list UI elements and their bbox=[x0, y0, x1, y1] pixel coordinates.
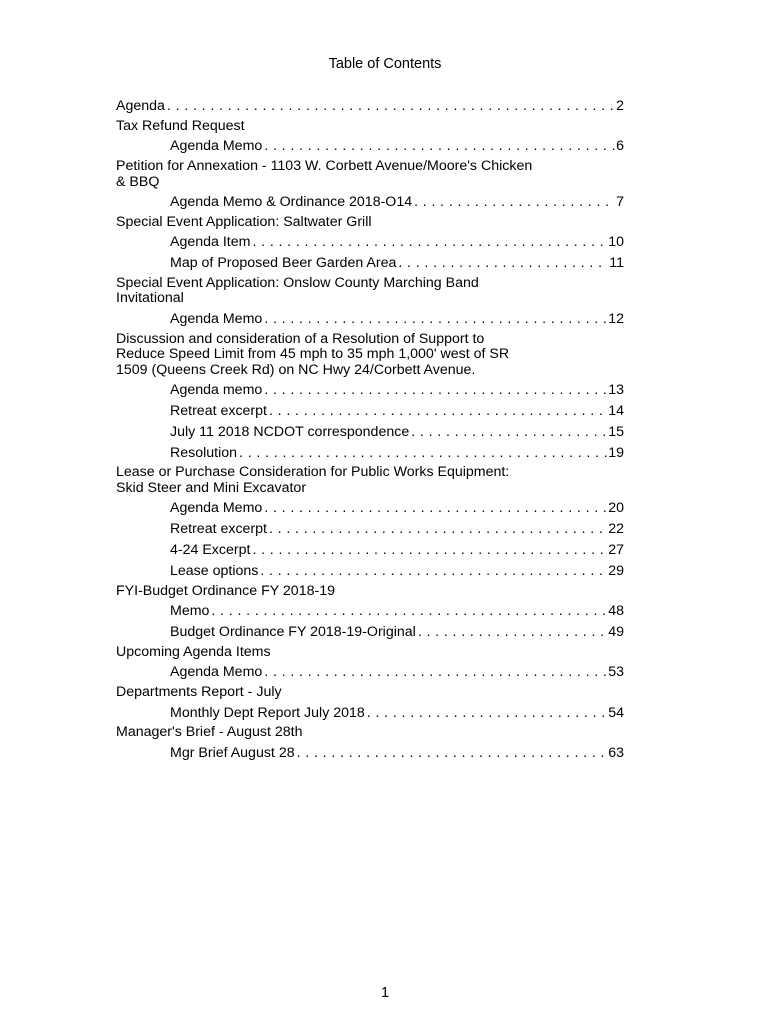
toc-section-heading[interactable]: Tax Refund Request bbox=[116, 117, 245, 134]
dot-leader bbox=[264, 309, 607, 330]
toc-entry-page-number: 6 bbox=[616, 138, 624, 155]
toc-entry-page-number: 29 bbox=[608, 562, 624, 579]
toc-entry-label: Agenda bbox=[116, 98, 165, 114]
toc-entry-label: 4-24 Excerpt bbox=[170, 542, 251, 559]
toc-entry[interactable] bbox=[116, 232, 624, 253]
toc-entry-page-number: 11 bbox=[609, 255, 624, 272]
toc-entry-label: Retreat excerpt bbox=[170, 403, 267, 420]
dot-leader bbox=[264, 136, 615, 157]
toc-entry-label: Retreat excerpt bbox=[170, 521, 267, 538]
dot-leader bbox=[264, 498, 607, 519]
page-number: 1 bbox=[380, 985, 390, 1001]
toc-entry-page-number: 54 bbox=[608, 704, 624, 721]
toc-entry[interactable] bbox=[116, 703, 624, 724]
toc-entry-label: Agenda Memo & Ordinance 2018-O14 bbox=[170, 194, 413, 211]
dot-leader bbox=[418, 622, 607, 643]
dot-leader bbox=[252, 232, 607, 253]
toc-entry[interactable] bbox=[116, 622, 624, 643]
dot-leader bbox=[367, 703, 607, 724]
toc-section-heading[interactable]: Petition for Annexation - 1103 W. Corbett Avenue/Moore's Chicken & BBQ bbox=[116, 158, 533, 190]
toc-entry-page-number: 49 bbox=[608, 623, 624, 640]
toc-entry-page-number: 48 bbox=[608, 603, 624, 620]
toc-entry-label: Resolution bbox=[170, 444, 238, 461]
toc-entry-label: Budget Ordinance FY 2018-19-Original bbox=[170, 623, 416, 640]
table-of-contents bbox=[116, 96, 624, 764]
toc-entry[interactable] bbox=[116, 380, 624, 401]
toc-entry[interactable] bbox=[116, 309, 624, 330]
dot-leader bbox=[414, 192, 615, 213]
dot-leader bbox=[297, 743, 608, 764]
toc-entry[interactable] bbox=[116, 253, 624, 274]
dot-leader bbox=[411, 422, 607, 443]
toc-entry-label: Mgr Brief August 28 bbox=[170, 744, 295, 761]
toc-entry-page-number: 14 bbox=[608, 403, 624, 420]
toc-entry-page-number: 2 bbox=[616, 98, 624, 114]
toc-entry-page-number: 13 bbox=[608, 382, 624, 399]
toc-entry-page-number: 19 bbox=[608, 444, 624, 461]
toc-section-heading[interactable]: Manager's Brief - August 28th bbox=[116, 724, 303, 741]
toc-entry-page-number: 12 bbox=[608, 310, 624, 327]
dot-leader bbox=[269, 519, 607, 540]
toc-entry[interactable] bbox=[116, 192, 624, 213]
toc-entry-label: Agenda Memo bbox=[170, 500, 263, 517]
toc-entry-label: Monthly Dept Report July 2018 bbox=[170, 704, 365, 721]
toc-section-heading[interactable]: Lease or Purchase Consideration for Public Works Equipment: Skid Steer and Mini Excavator bbox=[116, 464, 510, 496]
dot-leader bbox=[239, 443, 607, 464]
toc-entry-page-number: 10 bbox=[608, 234, 624, 251]
toc-entry[interactable] bbox=[116, 401, 624, 422]
toc-entry[interactable] bbox=[116, 519, 624, 540]
toc-section-heading[interactable]: Special Event Application: Onslow County Marching Band Invitational bbox=[116, 274, 479, 307]
dot-leader bbox=[264, 662, 607, 683]
dot-leader bbox=[264, 380, 607, 401]
toc-entry[interactable] bbox=[116, 743, 624, 764]
toc-entry-page-number: 53 bbox=[608, 664, 624, 681]
toc-entry-label: Agenda Memo bbox=[170, 310, 263, 327]
toc-section-heading[interactable]: FYI-Budget Ordinance FY 2018-19 bbox=[116, 582, 335, 599]
toc-entry-label: July 11 2018 NCDOT correspondence bbox=[170, 423, 410, 440]
toc-section-heading[interactable]: Upcoming Agenda Items bbox=[116, 643, 271, 660]
toc-entry-label: Map of Proposed Beer Garden Area bbox=[170, 255, 397, 272]
page-title: Table of Contents bbox=[328, 56, 442, 72]
dot-leader bbox=[398, 253, 608, 274]
toc-section-heading[interactable]: Discussion and consideration of a Resolution of Support to Reduce Speed Limit from 45 mph to 35 mph 1,000' west of SR 1509 (Queens Creek Rd) on NC Hwy 24/Corbett Avenue. bbox=[116, 330, 510, 378]
toc-entry[interactable] bbox=[116, 443, 624, 464]
toc-entry-page-number: 15 bbox=[608, 423, 624, 440]
toc-entry-label: Agenda memo bbox=[170, 382, 263, 399]
toc-entry-label: Memo bbox=[170, 603, 210, 620]
toc-entry[interactable] bbox=[116, 136, 624, 157]
toc-entry-page-number: 20 bbox=[608, 500, 624, 517]
toc-entry[interactable] bbox=[116, 540, 624, 561]
dot-leader bbox=[260, 561, 607, 582]
toc-entry-label: Agenda Item bbox=[170, 234, 251, 251]
toc-entry[interactable] bbox=[116, 601, 624, 622]
toc-entry-page-number: 63 bbox=[608, 744, 624, 761]
toc-entry-label: Lease options bbox=[170, 562, 259, 579]
dot-leader bbox=[167, 96, 615, 117]
toc-entry-page-number: 27 bbox=[608, 542, 624, 559]
dot-leader bbox=[252, 540, 607, 561]
toc-entry[interactable] bbox=[116, 662, 624, 683]
toc-entry[interactable] bbox=[116, 498, 624, 519]
toc-section-heading[interactable]: Departments Report - July bbox=[116, 684, 282, 701]
toc-top-entry[interactable] bbox=[116, 96, 624, 117]
toc-entry-page-number: 22 bbox=[608, 521, 624, 538]
toc-entry-page-number: 7 bbox=[616, 194, 624, 211]
toc-entry-label: Agenda Memo bbox=[170, 664, 263, 681]
toc-section-heading[interactable]: Special Event Application: Saltwater Grill bbox=[116, 213, 372, 230]
dot-leader bbox=[211, 601, 607, 622]
toc-entry[interactable] bbox=[116, 561, 624, 582]
toc-entry[interactable] bbox=[116, 422, 624, 443]
dot-leader bbox=[269, 401, 607, 422]
toc-entry-label: Agenda Memo bbox=[170, 138, 263, 155]
